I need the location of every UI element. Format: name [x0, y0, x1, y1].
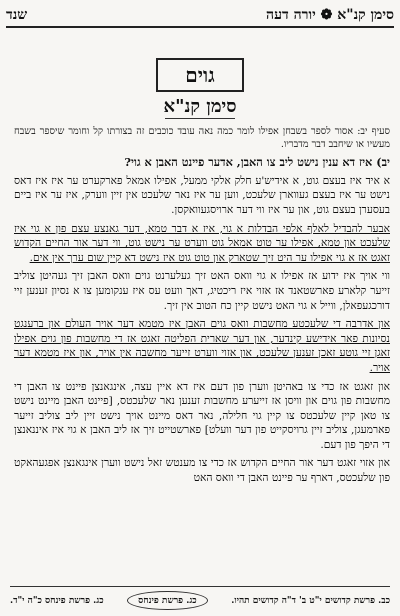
- footnotes: [10, 590, 390, 610]
- text-paragraph: און אדרבה די שלעכטע מחשבות וואס גוים האבן איז מטמא דער אויר העולם און ברענגט נסיונות פאר אידישע קינדער, און דער שארית הפליטה זאגט אז די מחשבות פון גוים אפילו זאגן זיי גוטע זאכן זענען שלעכט, און אזוי ווערט זייער מחשבה אין אויר, און איז מטמא דער אויר.: [14, 318, 390, 374]
- title-divider: [165, 118, 235, 119]
- text-paragraph: און אזוי זאגט דער אור החיים הקדוש אז כדי צו מענטש זאל נישט ווערן אינגאנצן אפגעהאקט פון שלעכטס, דארף ער פיינט האבן די וואס האט: [14, 457, 390, 485]
- body-text: [14, 126, 390, 586]
- text-paragraph: און זאגט אז כדי צו באהיטן ווערן פון דעם איז דא איין עצה, אינגאנצן פיינט צו האבן די מחשבות פון גוים און וויסן אז זייערע מחשבות זענען נאר שלעכטס, [פיינט האבן מיינט נישט צו טאן קיין שלעכטס צו קיין גוי חלילה, נאר דאס מיינט אויך נישט זיין ליב צוליב זייער פארמעגן, צוליב זיין גרויסקייט פון דער וועלט] פארשטייט זיך אז ליב האבן א גוי איז איננאנצן די היפך פון דעם.: [14, 380, 390, 451]
- section-title: גוים: [156, 58, 244, 92]
- footnote-circled: כג. פרשת פינחס: [127, 591, 208, 610]
- running-title: סימן קנ"א ❁ יורה דעה: [266, 6, 394, 23]
- footnote-left: כג. פרשת פינחס כ"ה י"ד.: [10, 595, 104, 606]
- text-paragraph: ווי אויך איז ידוע אז אפילו א גוי וואס האט זיך געלערנט גוים וואס האבן זיך געהיטן צוליב זייער קלארע פארשטאנד אז אזוי איז ריכטיג, דאך וועט עס איז ענקומען צו א נסיון זענען זיי דורכגעפאלן, ווייל א גוי האט נישט קיין כח הטוב אין זיך.: [14, 270, 390, 312]
- siman-title: סימן קנ"א: [163, 96, 237, 117]
- footnote-divider: [10, 586, 390, 587]
- page-number: שנד: [6, 6, 28, 23]
- source-paragraph: סעיף יב: אסור לספר בשבחן אפילו לומר כמה נאה עובד כוכבים זה בצורתו קל וחומר שיספר בשבח מעשיו או שיחבב דבר מדבריו.: [14, 126, 390, 150]
- footnote-right: כב. פרשת קדושים י"ט ב' ד"ה קדושים תהיו.: [231, 595, 390, 606]
- page-header: [6, 4, 394, 28]
- question-paragraph: יב) איז דא ענין נישט ליב צו האבן, אדער פיינט האבן א גוי?: [124, 155, 390, 170]
- text-paragraph: א איד איז בעצם גוט, א אידיש'ע חלק אלקי ממעל, אפילו אמאל פארקערט ער איז איז דאס נישט ער איז בעצם געווארן שלעכט, ווען ער איז נאר שלעכט אין זיין ווערק, איז ער איז ביים בעסערן בעצם גוט, און ער איז ווי דער ארויסגעוואקסן.: [14, 174, 390, 216]
- text-paragraph: אבער להבדיל לאלף אלפי הבדלות א גוי, איז א דבר טמא, דער גאנצע עצם פון א גוי איז שלעכט און טמא, אפילו ער טוט אמאל גוט ווערט ער נישט גוט, ווי דער אור החיים הקדוש זאגט אז א גוי אפילו ער היט זיך שטארק און טוט גוט איז נישט דא קיין שום ערך אין אים.: [14, 222, 390, 264]
